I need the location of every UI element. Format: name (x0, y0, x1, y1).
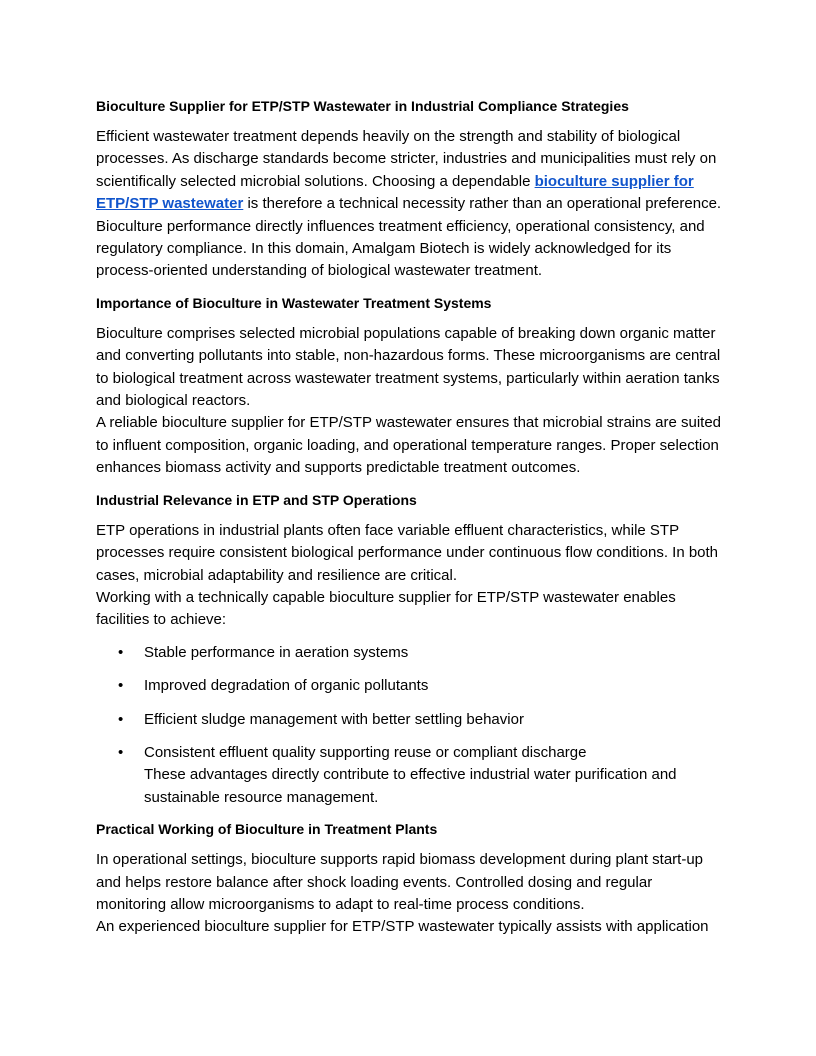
list-item-text: Stable performance in aeration systems (144, 643, 409, 661)
bullet-icon: • (118, 710, 124, 728)
intro-text-before-link: Efficient wastewater treatment depends heavily on the strength and stability of biological processes. As discharge standards become stricter, industries and municipalities must rely on scientifically selected microbial solutions. Choosing a dependable (96, 128, 717, 190)
list-item (96, 709, 726, 731)
practical-paragraph-2: An experienced bioculture supplier for ETP/STP wastewater typically assists with application (96, 918, 709, 936)
bullet-icon: • (118, 743, 124, 761)
bullet-followup-text: These advantages directly contribute to effective industrial water purification and sustainable resource management. (144, 766, 677, 806)
list-item (96, 642, 726, 664)
intro-paragraph (96, 126, 726, 283)
list-item-text: Efficient sludge management with better settling behavior (144, 710, 524, 728)
intro-text-after-link: is therefore a technical necessity rather than an operational preference. Bioculture performance directly influences treatment efficiency, operational consistency, and regulatory compliance. In this domain, Amalgam Biotech is widely acknowledged for its process-oriented understanding of biological wastewater treatment. (96, 195, 722, 280)
bullet-icon: • (118, 677, 124, 695)
list-item-text: Improved degradation of organic pollutants (144, 677, 429, 695)
bullet-icon: • (118, 643, 124, 661)
section-heading-industrial-relevance: Industrial Relevance in ETP and STP Operations (96, 491, 417, 508)
section-heading-practical-working: Practical Working of Bioculture in Treatment Plants (96, 821, 438, 838)
list-item (96, 675, 726, 697)
importance-paragraph-1: Bioculture comprises selected microbial populations capable of breaking down organic matter and converting pollutants into stable, non-hazardous forms. These microorganisms are central to biological treatment across wastewater treatment systems, particularly within aeration tanks and biological reactors. (96, 324, 721, 410)
document-title: Bioculture Supplier for ETP/STP Wastewater in Industrial Compliance Strategies (96, 98, 629, 114)
document-page (96, 96, 726, 939)
industrial-paragraph-1: ETP operations in industrial plants often face variable effluent characteristics, while STP processes require consistent biological performance under continuous flow conditions. In both cases, microbial adaptability and resilience are critical. (96, 521, 719, 584)
section-heading-importance: Importance of Bioculture in Wastewater Treatment Systems (96, 294, 492, 311)
bioculture-supplier-link[interactable]: bioculture supplier for ETP/STP wastewater (96, 172, 694, 213)
list-item-text: Consistent effluent quality supporting reuse or compliant discharge (144, 743, 587, 761)
industrial-paragraph-2: Working with a technically capable bioculture supplier for ETP/STP wastewater enables facilities to achieve: (96, 588, 676, 629)
importance-paragraph-2: A reliable bioculture supplier for ETP/STP wastewater ensures that microbial strains are suited to influent composition, organic loading, and operational temperature ranges. Proper selection enhances biomass activity and supports predictable treatment outcomes. (96, 414, 722, 477)
list-item (96, 742, 726, 809)
practical-paragraph-1: In operational settings, bioculture supports rapid biomass development during plant start-up and helps restore balance after shock loading events. Controlled dosing and regular monitoring allow microorganisms to adapt to real-time process conditions. (96, 851, 704, 913)
benefits-list (96, 642, 726, 809)
